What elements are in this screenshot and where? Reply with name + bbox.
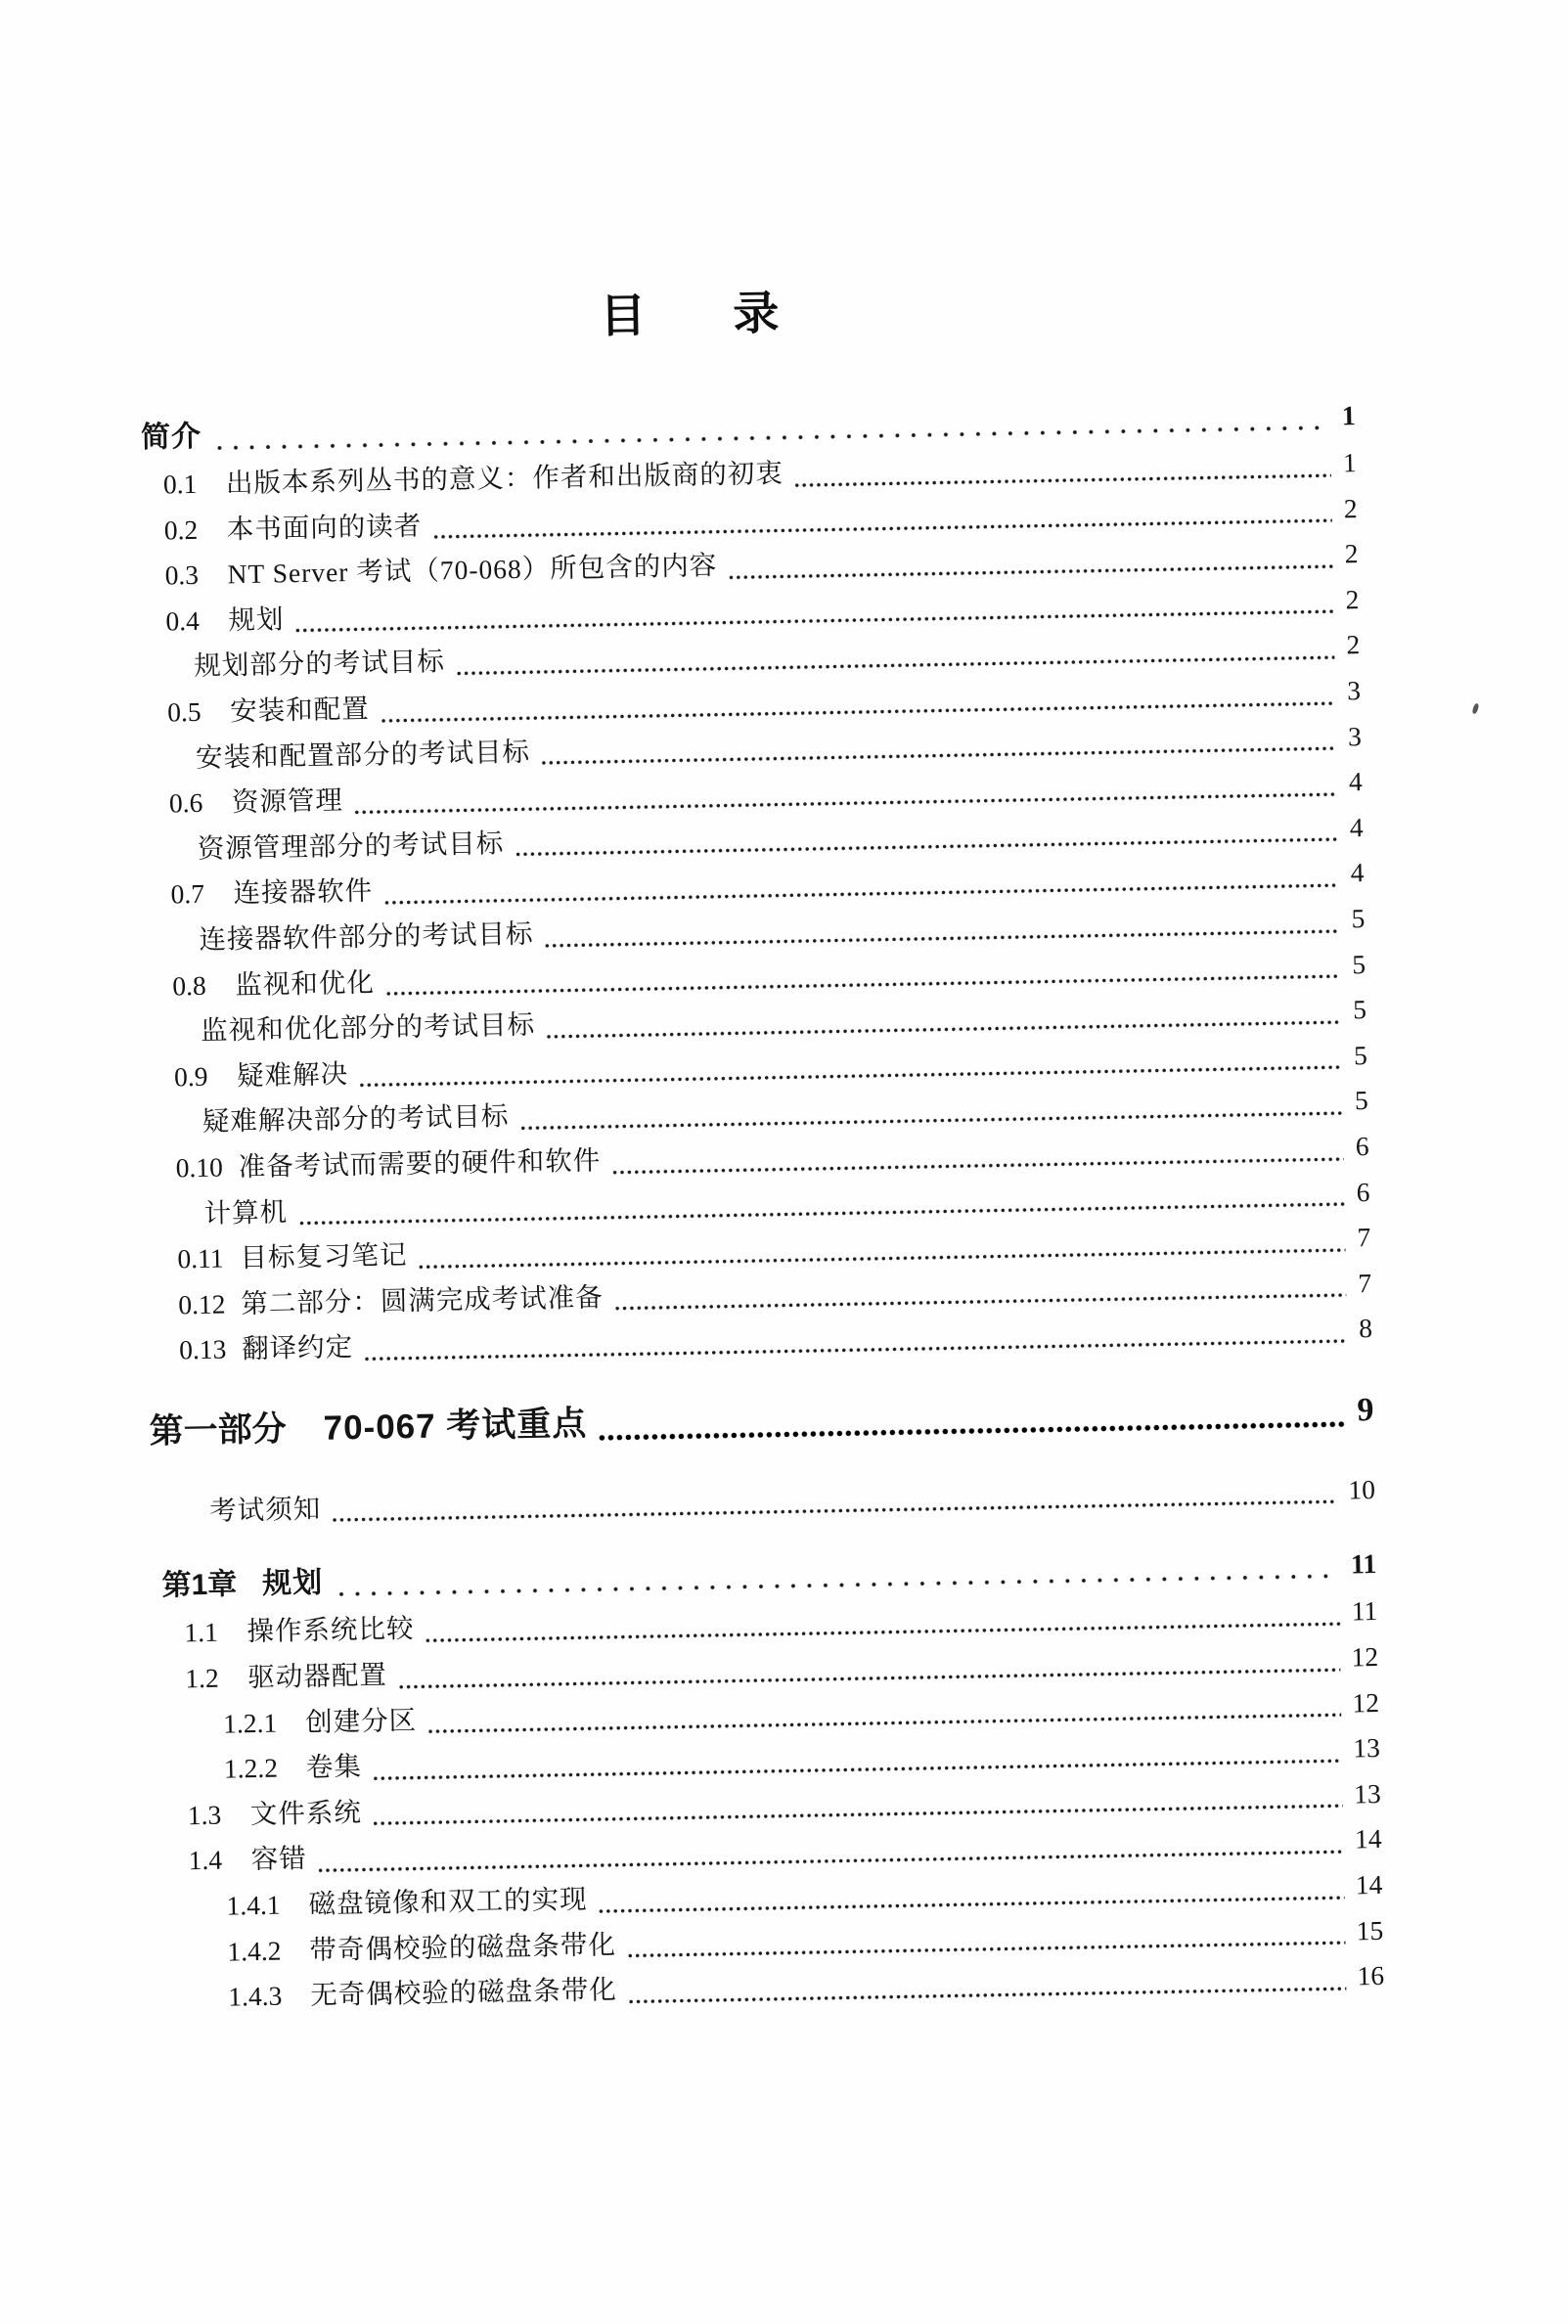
toc-entry-page: 2 bbox=[1345, 583, 1360, 615]
toc-entry-label: 创建分区 bbox=[304, 1704, 418, 1737]
toc-entry-num: 1.4.1 bbox=[226, 1889, 281, 1921]
toc-entry-page: 4 bbox=[1349, 811, 1364, 843]
toc-entry-page: 2 bbox=[1343, 492, 1358, 524]
toc-entry-page: 4 bbox=[1348, 766, 1363, 797]
toc-entry-num: 0.11 bbox=[177, 1242, 224, 1274]
toc-entry-page: 6 bbox=[1356, 1176, 1370, 1207]
toc-entry-label: 连接器软件 bbox=[233, 875, 374, 909]
toc-entry-page: 7 bbox=[1358, 1267, 1372, 1298]
toc-entry-num: 1.4.2 bbox=[227, 1935, 282, 1967]
toc-entry-page: 14 bbox=[1354, 1823, 1382, 1855]
toc-entry-label: 考试须知 bbox=[208, 1493, 322, 1526]
dotted-leader bbox=[598, 1420, 1346, 1441]
toc-entry-label: 本书面向的读者 bbox=[226, 510, 423, 544]
dotted-leader bbox=[793, 472, 1331, 487]
toc-entry-num: 0.4 bbox=[165, 604, 201, 637]
toc-entry-label: 资源管理部分的考试目标 bbox=[197, 827, 505, 864]
toc-entry-label: 目标复习笔记 bbox=[240, 1239, 408, 1274]
toc-entry-page: 12 bbox=[1351, 1641, 1379, 1673]
toc-entry-num: 0.10 bbox=[175, 1151, 224, 1184]
toc-entry-label: 卷集 bbox=[305, 1751, 363, 1783]
toc-entry-num: 第一部分 bbox=[149, 1409, 288, 1451]
toc-entry-num: 0.5 bbox=[166, 695, 202, 728]
toc-entry-label: 出版本系列丛书的意义：作者和出版商的初衷 bbox=[225, 457, 784, 499]
toc-entry-num: 0.6 bbox=[168, 787, 203, 819]
toc-entry-page: 5 bbox=[1352, 994, 1367, 1025]
toc-entry-label: 安装和配置 bbox=[229, 693, 370, 727]
toc-entry bbox=[149, 1381, 1374, 1460]
toc-entry-num: 1.3 bbox=[187, 1799, 222, 1831]
toc-entry-label: 监视和优化部分的考试目标 bbox=[200, 1008, 536, 1047]
toc-entry-label: 规划部分的考试目标 bbox=[194, 646, 446, 682]
toc-entry-label: 容错 bbox=[250, 1843, 307, 1875]
toc-entry-label: 监视和优化 bbox=[235, 966, 376, 1000]
toc-entry-label: 翻译约定 bbox=[241, 1331, 354, 1364]
toc-entry-num: 0.9 bbox=[173, 1060, 208, 1093]
toc-entry-num: 1.1 bbox=[184, 1617, 219, 1648]
toc-entry-page: 13 bbox=[1353, 1732, 1381, 1764]
dotted-leader bbox=[727, 563, 1333, 579]
toc-entry-page: 9 bbox=[1357, 1391, 1374, 1429]
toc-entry-label: 简介 bbox=[140, 420, 202, 454]
toc-entry-label: 疑难解决部分的考试目标 bbox=[202, 1100, 510, 1138]
toc-entry-label: 疑难解决 bbox=[236, 1057, 349, 1091]
dotted-leader bbox=[363, 1338, 1347, 1361]
toc-entry-num: 0.3 bbox=[164, 559, 200, 591]
toc-entry-num: 1.2.1 bbox=[222, 1707, 278, 1739]
toc-entry-label: 带奇偶校验的磁盘条带化 bbox=[309, 1928, 617, 1965]
toc-entry-page: 11 bbox=[1351, 1595, 1378, 1627]
toc-entry-label: 无奇偶校验的磁盘条带化 bbox=[309, 1974, 617, 2011]
toc-entry-page: 6 bbox=[1355, 1130, 1369, 1162]
toc-entry-page: 1 bbox=[1342, 447, 1358, 478]
toc-entry-label: 规划 bbox=[228, 603, 285, 636]
toc-entry-num: 0.13 bbox=[178, 1333, 227, 1365]
toc-entry-num: 0.1 bbox=[162, 468, 198, 500]
toc-entry-page: 1 bbox=[1341, 401, 1357, 432]
toc-entry bbox=[209, 1467, 1376, 1534]
toc-entry-label: 规划 bbox=[261, 1567, 324, 1601]
toc-entry-page: 10 bbox=[1348, 1473, 1376, 1505]
dotted-leader bbox=[331, 1499, 1336, 1523]
toc-entry-num: 0.7 bbox=[170, 878, 205, 910]
toc-entry-page: 5 bbox=[1351, 903, 1366, 934]
toc-entry-label: NT Server 考试（70-068）所包含的内容 bbox=[227, 550, 718, 590]
toc-entry-num: 0.2 bbox=[163, 514, 199, 546]
toc-entry-page: 16 bbox=[1357, 1960, 1385, 1991]
toc-entry-page: 15 bbox=[1356, 1914, 1384, 1946]
page-title: 目 录 bbox=[599, 286, 782, 342]
toc-entry-num: 1.2 bbox=[185, 1662, 219, 1694]
toc-entry-page: 4 bbox=[1350, 857, 1365, 888]
toc-entry-num: 0.8 bbox=[172, 969, 206, 1001]
toc-entry-page: 5 bbox=[1352, 948, 1366, 979]
toc-entry-page: 5 bbox=[1353, 1039, 1368, 1071]
toc-entry-num: 0.12 bbox=[178, 1288, 226, 1320]
toc-entry-label: 操作系统比较 bbox=[246, 1613, 415, 1647]
toc-entry-page: 14 bbox=[1355, 1868, 1383, 1900]
toc-entry-page: 2 bbox=[1344, 538, 1359, 569]
toc-entry-label: 安装和配置部分的考试目标 bbox=[195, 736, 531, 773]
dotted-leader bbox=[627, 1986, 1346, 2003]
toc-entry-num: 1.2.2 bbox=[223, 1752, 279, 1784]
toc-entry-page: 2 bbox=[1346, 629, 1361, 660]
toc-entry-page: 12 bbox=[1352, 1686, 1380, 1719]
toc-entry-label: 文件系统 bbox=[249, 1796, 363, 1829]
toc-entry-label: 计算机 bbox=[203, 1195, 289, 1229]
toc-entry-label: 准备考试而需要的硬件和软件 bbox=[238, 1144, 602, 1183]
toc-entry-label: 驱动器配置 bbox=[247, 1659, 388, 1693]
toc-entry-num: 1.4 bbox=[188, 1845, 223, 1876]
toc-entry-page: 5 bbox=[1354, 1085, 1368, 1116]
toc-entry-label: 70-067 考试重点 bbox=[323, 1404, 588, 1448]
toc-list bbox=[131, 393, 1385, 2021]
toc-entry-page: 3 bbox=[1346, 675, 1362, 706]
toc-entry-num: 第1章 bbox=[161, 1568, 238, 1603]
toc-entry-page: 7 bbox=[1357, 1222, 1371, 1253]
toc-entry-num: 1.4.3 bbox=[227, 1980, 283, 2012]
toc-entry-label: 连接器软件部分的考试目标 bbox=[199, 917, 534, 955]
toc-entry-label: 磁盘镜像和双工的实现 bbox=[308, 1883, 588, 1920]
toc-entry-page: 11 bbox=[1350, 1549, 1377, 1581]
toc-entry-page: 3 bbox=[1347, 720, 1363, 751]
toc-entry-label: 资源管理 bbox=[231, 784, 344, 818]
toc-entry-label: 第二部分：圆满完成考试准备 bbox=[241, 1281, 605, 1318]
toc-entry-page: 8 bbox=[1358, 1313, 1373, 1344]
toc-entry-page: 13 bbox=[1353, 1777, 1381, 1810]
